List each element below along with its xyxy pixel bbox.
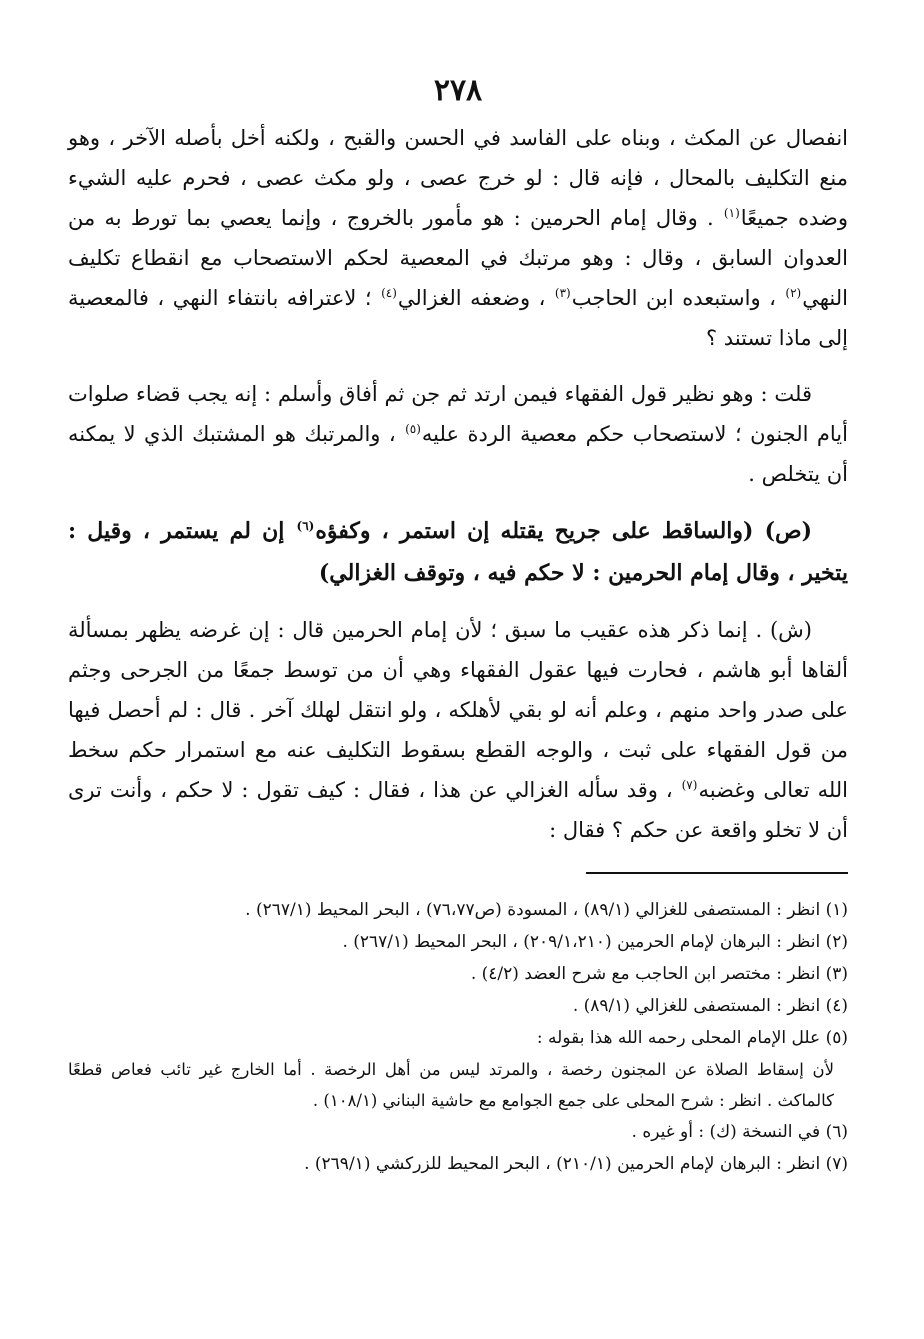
footnote-item: (٤) انظر : المستصفى للغزالي (٨٩/١) . bbox=[572, 996, 848, 1016]
footnote-ref: (٢) bbox=[785, 286, 802, 300]
main-text-body bbox=[68, 118, 848, 850]
book-page bbox=[68, 70, 848, 1180]
text-segment: ، والمرتبك هو المشتبك الذي لا يمكنه أن يتخلص . bbox=[68, 422, 848, 486]
footnote-ref: (٦) bbox=[296, 518, 315, 533]
footnote-ref: (٤) bbox=[381, 286, 397, 300]
footnote-divider bbox=[586, 872, 848, 874]
footnote-ref: (٥) bbox=[405, 422, 421, 436]
footnote-item: (٢) انظر : البرهان لإمام الحرمين (٢٠٩/١،٢١٠) ، البحر المحيط (٢٦٧/١) . bbox=[342, 932, 848, 952]
footnote-item: (١) انظر : المستصفى للغزالي (٨٩/١) ، المسودة (ص٧٦،٧٧) ، البحر المحيط (٢٦٧/١) . bbox=[245, 900, 848, 920]
footnote-ref: (٣) bbox=[554, 286, 571, 300]
footnote-item: (٧) انظر : البرهان لإمام الحرمين (٢١٠/١) ، البحر المحيط للزركشي (٢٦٩/١) . bbox=[304, 1154, 848, 1174]
text-segment: ؛ لاعترافه بانتفاء النهي ، فالمعصية إلى ماذا تستند ؟ bbox=[68, 286, 848, 350]
page-number: ٢٧٨ bbox=[433, 73, 483, 108]
text-segment: ، واستبعده ابن الحاجب bbox=[571, 286, 785, 310]
footnote-item: (٦) في النسخة (ك) : أو غيره . bbox=[631, 1122, 848, 1142]
footnote-ref: (١) bbox=[723, 206, 740, 220]
text-segment: انفصال عن المكث ، وبناه على الفاسد في الحسن والقبح ، ولكنه أخل بأصله الآخر ، وهو منع التكليف بالمحال ، فإنه قال : لو خرج عصى ، ولو مكث عصى ، فحرم عليه الشيء وضده جميعًا bbox=[68, 126, 848, 230]
text-segment: إن لم يستمر ، وقيل : يتخير ، وقال إمام الحرمين : لا حكم فيه ، وتوقف الغزالي) bbox=[68, 518, 848, 586]
text-segment: . وقال إمام الحرمين : هو مأمور بالخروج ، وإنما يعصي بما تورط به من العدوان السابق ، وقال : وهو مرتبك في المعصية لحكم الاستصحاب مع انقطاع تكليف النهي bbox=[68, 206, 848, 310]
paragraph-qult bbox=[68, 374, 848, 494]
text-segment: (ش) . إنما ذكر هذه عقيب ما سبق ؛ لأن إمام الحرمين قال : إن غرضه يظهر بمسألة ألقاها أبو هاشم ، فحارت فيها عقول الفقهاء وهي أن من توسط جمعًا من الجرحى وجثم على صدر واحد منهم ، وعلم أنه لو بقي لأهلكه ، ولو انتقل لهلك آخر . قال : لم أحصل فيها من قول الفقهاء على ثبت ، والوجه القطع بسقوط التكليف عنه مع استمرار حكم سخط الله تعالى وغضبه bbox=[68, 618, 849, 802]
text-segment: ، وضعفه الغزالي bbox=[397, 286, 554, 310]
text-segment: ، وقد سأله الغزالي عن هذا ، فقال : كيف تقول : لا حكم ، وأنت ترى أن لا تخلو واقعة عن حكم ؟ فقال : bbox=[68, 778, 848, 842]
footnote-item: (٣) انظر : مختصر ابن الحاجب مع شرح العضد (٤/٢) . bbox=[470, 964, 848, 984]
paragraph-matn bbox=[68, 510, 848, 594]
footnote-ref: (٧) bbox=[681, 778, 698, 792]
text-segment: قلت : وهو نظير قول الفقهاء فيمن ارتد ثم جن ثم أفاق وأسلم : إنه يجب قضاء صلوات أيام الجنون ؛ لاستصحاب حكم معصية الردة عليه bbox=[68, 382, 848, 446]
paragraph-continuation bbox=[68, 118, 848, 358]
footnotes-list bbox=[68, 894, 848, 1180]
text-segment: (ص) (والساقط على جريح يقتله إن استمر ، وكفؤه bbox=[315, 518, 812, 544]
footnote-quote: لأن إسقاط الصلاة عن المجنون رخصة ، والمرتد ليس من أهل الرخصة . أما الخارج غير تائب فعاص قطعًا كالماكث . انظر : شرح المحلى على جمع الجوامع مع حاشية البناني (١٠٨/١) . bbox=[68, 1060, 834, 1110]
paragraph-sharh bbox=[68, 610, 848, 850]
footnote-item: (٥) علل الإمام المحلى رحمه الله هذا بقوله : bbox=[536, 1028, 848, 1048]
